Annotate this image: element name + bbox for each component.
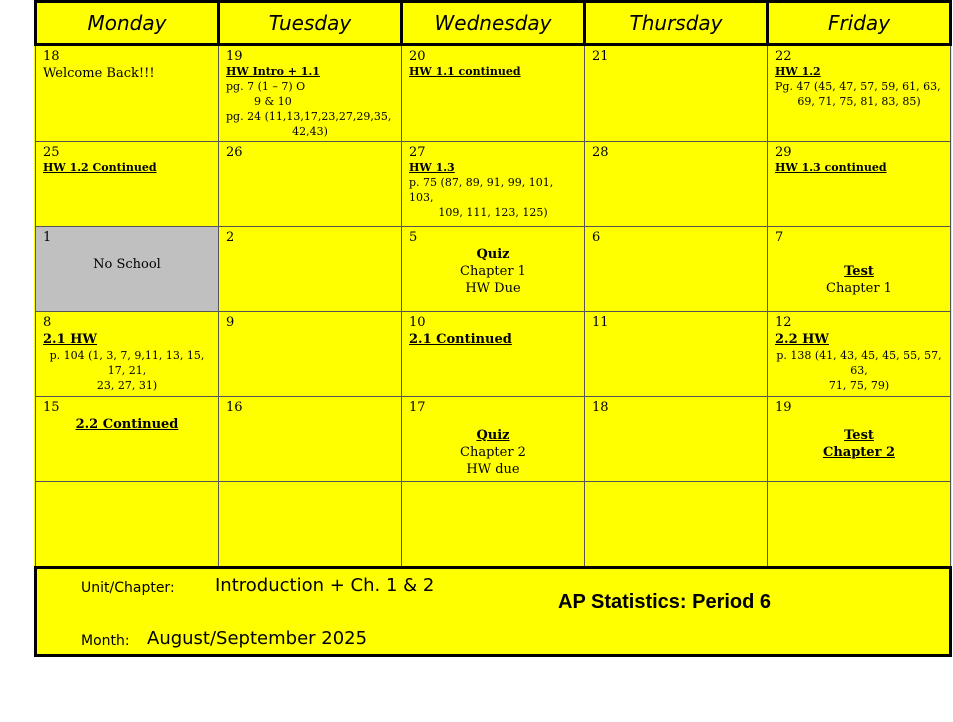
homework-detail: 23, 27, 31) [96, 379, 158, 392]
date-number: 19 [775, 400, 792, 415]
week-row [36, 312, 951, 397]
homework-title: HW 1.2 [775, 65, 821, 78]
day-cell [36, 45, 219, 142]
day-cell [585, 397, 768, 482]
day-cell [585, 312, 768, 397]
homework-detail: 42,43) [292, 125, 328, 138]
homework-detail: 69, 71, 75, 81, 83, 85) [797, 95, 921, 108]
date-number: 27 [409, 145, 426, 160]
day-cell [219, 482, 402, 567]
date-number: 6 [592, 230, 601, 245]
day-cell [219, 227, 402, 312]
homework-detail: 109, 111, 123, 125) [438, 206, 548, 219]
day-cell [219, 45, 402, 142]
date-number: 21 [592, 49, 609, 64]
date-number: 18 [43, 49, 60, 64]
day-cell [402, 397, 585, 482]
event-detail: Chapter 1 [460, 264, 526, 279]
day-cell [219, 142, 402, 227]
day-note: Welcome Back!!! [43, 66, 155, 81]
event-detail: Chapter 2 [460, 445, 526, 460]
homework-title: 2.1 HW [43, 332, 98, 347]
date-number: 17 [409, 400, 426, 415]
week-row [36, 45, 951, 142]
event-detail: Chapter 1 [826, 281, 892, 296]
day-cell [36, 397, 219, 482]
homework-detail: pg. 24 (11,13,17,23,27,29,35, [226, 110, 392, 123]
day-cell [768, 397, 951, 482]
date-number: 28 [592, 145, 609, 160]
course-title: AP Statistics: Period 6 [558, 591, 772, 613]
homework-detail: pg. 7 (1 – 7) O [226, 80, 306, 93]
calendar-footer [34, 566, 952, 657]
date-number: 15 [43, 400, 60, 415]
homework-detail: p. 104 (1, 3, 7, 9,11, 13, 15, 17, 21, [49, 349, 205, 377]
homework-detail: 9 & 10 [254, 95, 292, 108]
day-cell [36, 312, 219, 397]
day-cell [402, 312, 585, 397]
day-cell [36, 482, 219, 567]
homework-detail: 71, 75, 79) [828, 379, 890, 392]
homework-title: HW 1.3 [409, 161, 455, 174]
event-title: Quiz [476, 428, 510, 443]
day-cell [768, 482, 951, 567]
date-number: 20 [409, 49, 426, 64]
header-wednesday: Wednesday [402, 2, 585, 45]
day-cell [585, 227, 768, 312]
day-cell [768, 142, 951, 227]
header-friday: Friday [768, 2, 951, 45]
date-number: 16 [226, 400, 243, 415]
day-cell [768, 312, 951, 397]
date-number: 1 [43, 230, 52, 245]
day-cell-no-school [36, 227, 219, 312]
unit-label: Unit/Chapter: [81, 580, 175, 596]
week-row-empty [36, 482, 951, 567]
homework-title: 2.1 Continued [409, 332, 512, 347]
date-number: 10 [409, 315, 426, 330]
no-school-note: No School [93, 257, 161, 272]
event-detail: Chapter 2 [822, 445, 895, 460]
day-cell [219, 312, 402, 397]
date-number: 29 [775, 145, 792, 160]
day-cell [219, 397, 402, 482]
week-row [36, 142, 951, 227]
weekday-header-row [36, 2, 951, 45]
day-cell [402, 45, 585, 142]
day-cell [402, 142, 585, 227]
event-detail: HW due [466, 462, 520, 477]
date-number: 5 [409, 230, 418, 245]
day-cell [768, 45, 951, 142]
event-title: Test [844, 264, 874, 279]
header-thursday: Thursday [585, 2, 768, 45]
homework-detail: Pg. 47 (45, 47, 57, 59, 61, 63, [775, 80, 941, 93]
homework-detail: p. 75 (87, 89, 91, 99, 101, 103, [409, 176, 554, 204]
homework-title: 2.2 HW [775, 332, 830, 347]
date-number: 7 [775, 230, 784, 245]
day-cell [402, 482, 585, 567]
day-cell [36, 142, 219, 227]
date-number: 12 [775, 315, 792, 330]
date-number: 19 [226, 49, 243, 64]
date-number: 9 [226, 315, 235, 330]
date-number: 2 [226, 230, 235, 245]
day-cell [768, 227, 951, 312]
unit-value: Introduction + Ch. 1 & 2 [215, 575, 435, 596]
calendar-grid [34, 0, 952, 567]
header-monday: Monday [36, 2, 219, 45]
month-label: Month: [81, 633, 130, 649]
homework-title: HW 1.3 continued [775, 161, 887, 174]
event-title: Test [844, 428, 874, 443]
date-number: 22 [775, 49, 792, 64]
week-row [36, 227, 951, 312]
day-cell [585, 142, 768, 227]
week-row [36, 397, 951, 482]
day-cell [402, 227, 585, 312]
homework-title: HW Intro + 1.1 [226, 65, 320, 78]
homework-title: HW 1.2 Continued [43, 161, 157, 174]
date-number: 25 [43, 145, 60, 160]
homework-detail: p. 138 (41, 43, 45, 45, 55, 57, 63, [776, 349, 942, 377]
event-detail: HW Due [465, 281, 521, 296]
homework-title: HW 1.1 continued [409, 65, 521, 78]
month-value: August/September 2025 [147, 628, 368, 649]
date-number: 11 [592, 315, 609, 330]
date-number: 26 [226, 145, 243, 160]
date-number: 8 [43, 315, 52, 330]
day-cell [585, 482, 768, 567]
day-cell [585, 45, 768, 142]
homework-title: 2.2 Continued [75, 417, 179, 432]
date-number: 18 [592, 400, 609, 415]
event-title: Quiz [476, 247, 510, 262]
header-tuesday: Tuesday [219, 2, 402, 45]
